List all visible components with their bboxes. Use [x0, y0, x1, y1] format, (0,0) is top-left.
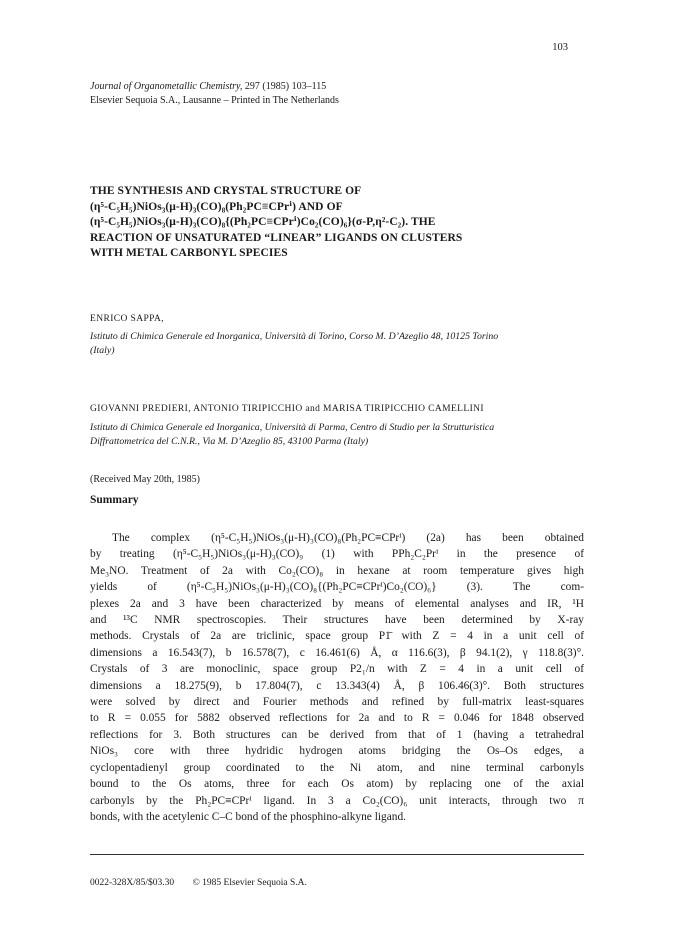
- title-line: THE SYNTHESIS AND CRYSTAL STRUCTURE OF: [90, 185, 362, 197]
- summary-line: plexes 2a and 3 have been characterized by means of elemental analyses and IR, ¹H: [90, 597, 584, 610]
- summary-line: were solved by direct and Fourier methods and refined by full-matrix least-squares: [90, 696, 584, 709]
- title-line: (η⁵-C₅H₅)NiOs₃(μ-H)₃(CO)₈(Ph₂PC≡CPrⁱ) AND OF: [90, 200, 343, 213]
- footer-divider: [90, 854, 584, 855]
- summary-line: reflections for 3. Both structures can be derived from that of 1 (having a tetrahedral: [90, 728, 584, 741]
- summary-line: carbonyls by the Ph₂PC≡CPrⁱ ligand. In 3 a Co₂(CO)₆ unit interacts, through two π: [90, 794, 584, 807]
- summary-line: by treating (η⁵-C₅H₅)NiOs₃(μ-H)₃(CO)₉ (1) with PPh₂C₂Prⁱ in the presence of: [90, 548, 584, 561]
- summary-line: The complex (η⁵-C₅H₅)NiOs₃(μ-H)₃(CO)₈(Ph₂PC≡CPrⁱ) (2a) has been obtained: [112, 532, 584, 544]
- affiliation-line: Diffrattometrica del C.N.R., Via M. D’Azeglio 85, 43100 Parma (Italy): [90, 436, 369, 447]
- summary-line: methods. Crystals of 2a are triclinic, space group P1̄ with Z = 4 in a unit cell of: [90, 630, 584, 643]
- footer: [90, 878, 307, 888]
- affiliation-1: [90, 330, 590, 358]
- summary-line: dimensions a 18.275(9), b 17.804(7), c 13.343(4) Å, β 106.46(3)°. Both structures: [90, 679, 584, 692]
- publisher-line: Elsevier Sequoia S.A., Lausanne – Printed in The Netherlands: [90, 95, 339, 106]
- title-line: WITH METAL CARBONYL SPECIES: [90, 247, 288, 259]
- author-block-2: GIOVANNI PREDIERI, ANTONIO TIRIPICCHIO and MARISA TIRIPICCHIO CAMELLINI: [90, 404, 484, 414]
- title-line: REACTION OF UNSATURATED “LINEAR” LIGANDS ON CLUSTERS: [90, 231, 463, 244]
- author-block-1: ENRICO SAPPA,: [90, 314, 165, 324]
- affiliation-line: Istituto di Chimica Generale ed Inorganica, Università di Torino, Corso M. D’Azeglio 48, 10125 Torino: [90, 331, 499, 342]
- affiliation-2: [90, 421, 590, 449]
- journal-volume-pages: 297 (1985) 103–115: [242, 81, 327, 92]
- journal-name: Journal of Organometallic Chemistry,: [90, 81, 243, 92]
- received-date: (Received May 20th, 1985): [90, 474, 200, 485]
- article-title: [90, 184, 580, 262]
- summary-line: Me₃NO. Treatment of 2a with Co₂(CO)₈ in hexane at room temperature gives high: [90, 564, 584, 577]
- summary-line: bound to the Os atoms, three for each Os atom) by replacing one of the axial: [90, 778, 584, 791]
- affiliation-line: Istituto di Chimica Generale ed Inorganica, Università di Parma, Centro di Studio per la Strutturistica: [90, 422, 495, 433]
- title-line: (η⁵-C₅H₅)NiOs₃(μ-H)₃(CO)₈{(Ph₂PC≡CPrⁱ)Co₂(CO)₆}(σ-P,η²-C₂). THE: [90, 216, 436, 228]
- article-code: 0022-328X/85/$03.30: [90, 878, 175, 888]
- summary-line: bonds, with the acetylenic C–C bond of the phosphino-alkyne ligand.: [90, 810, 407, 823]
- summary-line: dimensions a 16.543(7), b 16.578(7), c 16.461(6) Å, α 116.6(3), β 94.1(2), γ 118.8(3)°.: [90, 646, 584, 659]
- copyright-notice: © 1985 Elsevier Sequoia S.A.: [192, 878, 307, 888]
- summary-line: to R = 0.055 for 5882 observed reflections for 2a and to R = 0.046 for 1848 observed: [90, 712, 584, 725]
- summary-heading: Summary: [90, 494, 139, 506]
- journal-citation-line: [90, 80, 339, 94]
- journal-header: [90, 80, 339, 108]
- summary-line: NiOs₃ core with three hydridic hydrogen atoms bridging the Os–Os edges, a: [90, 745, 584, 758]
- affiliation-line: (Italy): [90, 345, 115, 356]
- summary-line: and ¹³C NMR spectroscopies. Their structures have been determined by X-ray: [90, 614, 584, 627]
- summary-line: Crystals of 3 are monoclinic, space group P2₁/n with Z = 4 in a unit cell of: [90, 663, 584, 676]
- page-number: 103: [552, 42, 568, 53]
- summary-text: [90, 530, 584, 825]
- summary-line: cyclopentadienyl group coordinated to the Ni atom, and nine terminal carbonyls: [90, 761, 584, 774]
- summary-line: yields of (η⁵-C₅H₅)NiOs₃(μ-H)₃(CO)₈{(Ph₂PC≡CPrⁱ)Co₂(CO)₆} (3). The com-: [90, 581, 584, 594]
